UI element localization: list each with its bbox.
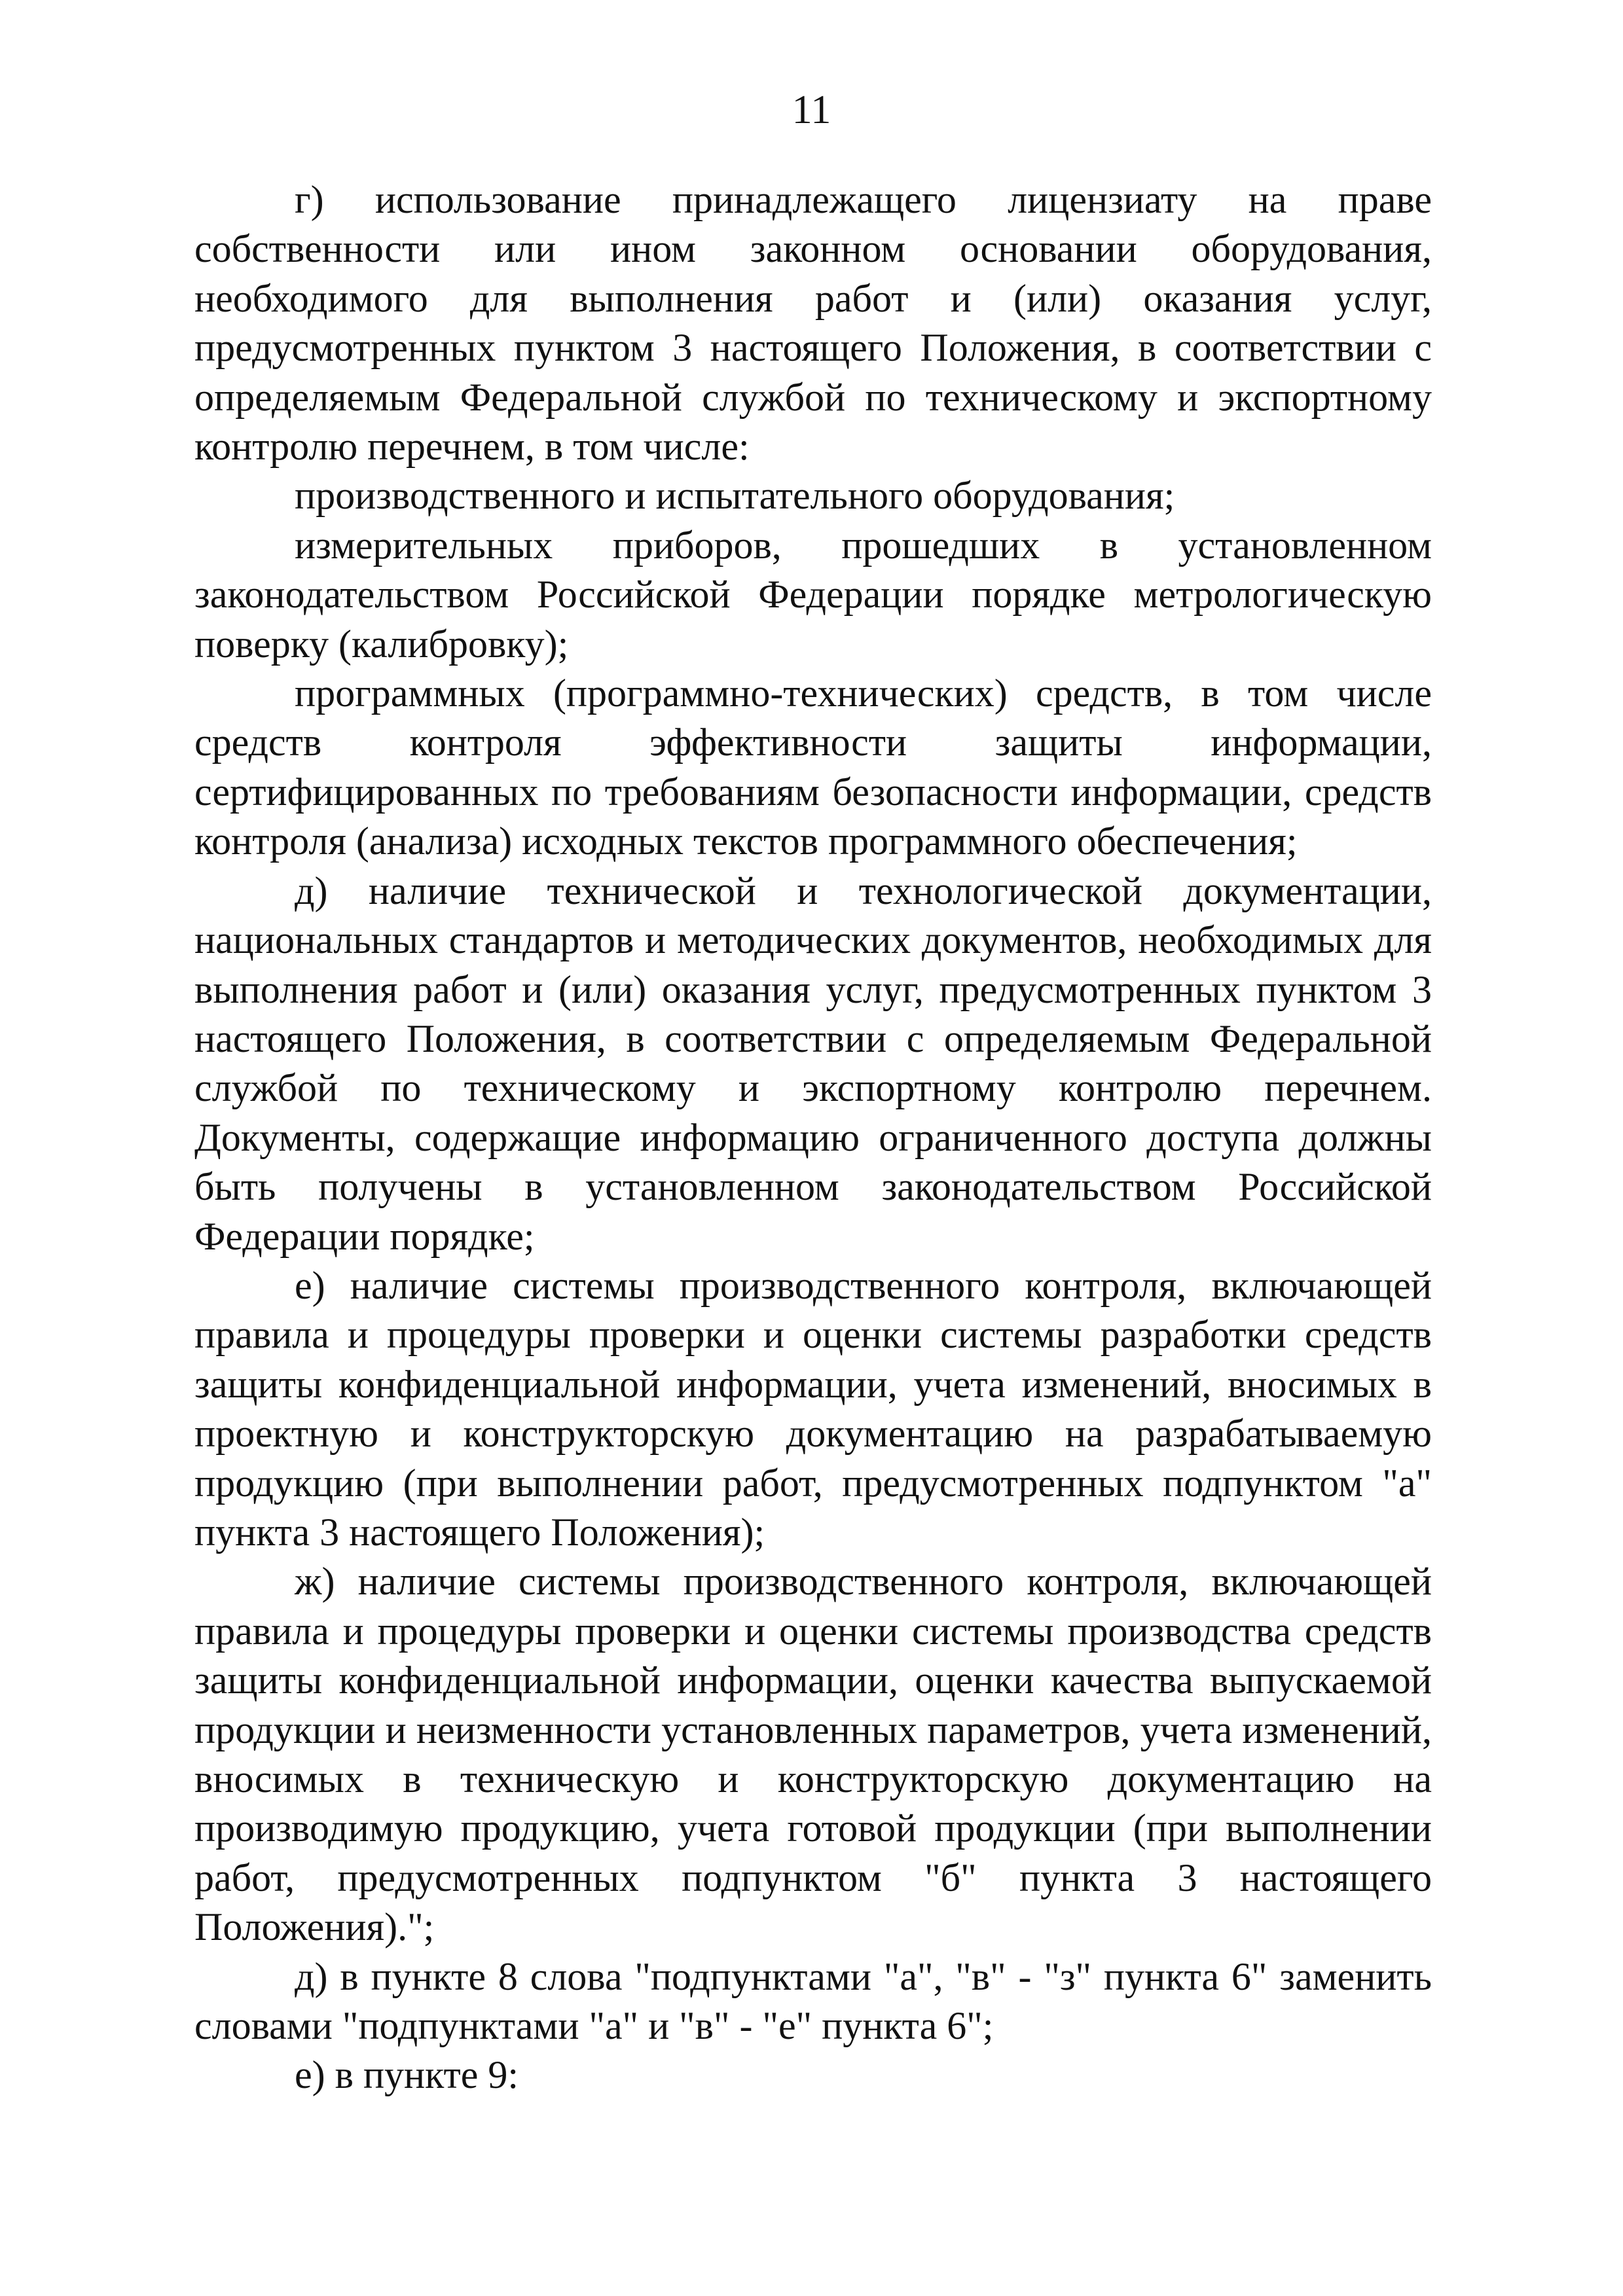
page-number: 11 xyxy=(792,88,831,132)
paragraph-d-point-8-amendment: д) в пункте 8 слова "подпунктами "а", "в" - "з" пункта 6" заменить словами "подпунктами "а" и "в" - "е" пункта 6"; xyxy=(194,1954,1432,2048)
paragraph-g-equipment: г) использование принадлежащего лицензиату на праве собственности или ином законном основании оборудования, необходимого для выполнения работ и (или) оказания услуг, предусмотренных пунктом 3 настоящего Положения, в соответствии с определяемым Федеральной службой по техническому и экспортному контролю перечнем, в том числе: xyxy=(194,178,1432,469)
document-body xyxy=(194,175,1432,2100)
paragraph-e-point-9: е) в пункте 9: xyxy=(295,2053,519,2097)
paragraph-zh-production-control: ж) наличие системы производственного контроля, включающей правила и процедуры проверки и оценки системы производства средств защиты конфиденциальной информации, оценки качества выпускаемой продукции и неизменности установленных параметров, учета изменений, вносимых в техническую и конструкторскую документацию на производимую продукцию, учета готовой продукции (при выполнении работ, предусмотренных подпунктом "б" пункта 3 настоящего Положения)."; xyxy=(194,1560,1432,1949)
paragraph-e-development-control: е) наличие системы производственного контроля, включающей правила и процедуры проверки и оценки системы разработки средств защиты конфиденциальной информации, учета изменений, вносимых в проектную и конструкторскую документацию на разрабатываемую продукцию (при выполнении работ, предусмотренных подпунктом "а" пункта 3 настоящего Положения); xyxy=(194,1263,1432,1554)
paragraph-production-equipment: производственного и испытательного оборудования; xyxy=(295,474,1175,518)
paragraph-software-tools: программных (программно-технических) средств, в том числе средств контроля эффективности защиты информации, сертифицированных по требованиям безопасности информации, средств контроля (анализа) исходных текстов программного обеспечения; xyxy=(194,672,1432,863)
paragraph-d-documentation: д) наличие технической и технологической документации, национальных стандартов и методических документов, необходимых для выполнения работ и (или) оказания услуг, предусмотренных пунктом 3 настоящего Положения, в соответствии с определяемым Федеральной службой по техническому и экспортному контролю перечнем. Документы, содержащие информацию ограниченного доступа должны быть получены в установленном законодательством Российской Федерации порядке; xyxy=(194,869,1432,1258)
paragraph-measuring-instruments: измерительных приборов, прошедших в установленном законодательством Российской Федерации порядке метрологическую поверку (калибровку); xyxy=(194,523,1432,666)
